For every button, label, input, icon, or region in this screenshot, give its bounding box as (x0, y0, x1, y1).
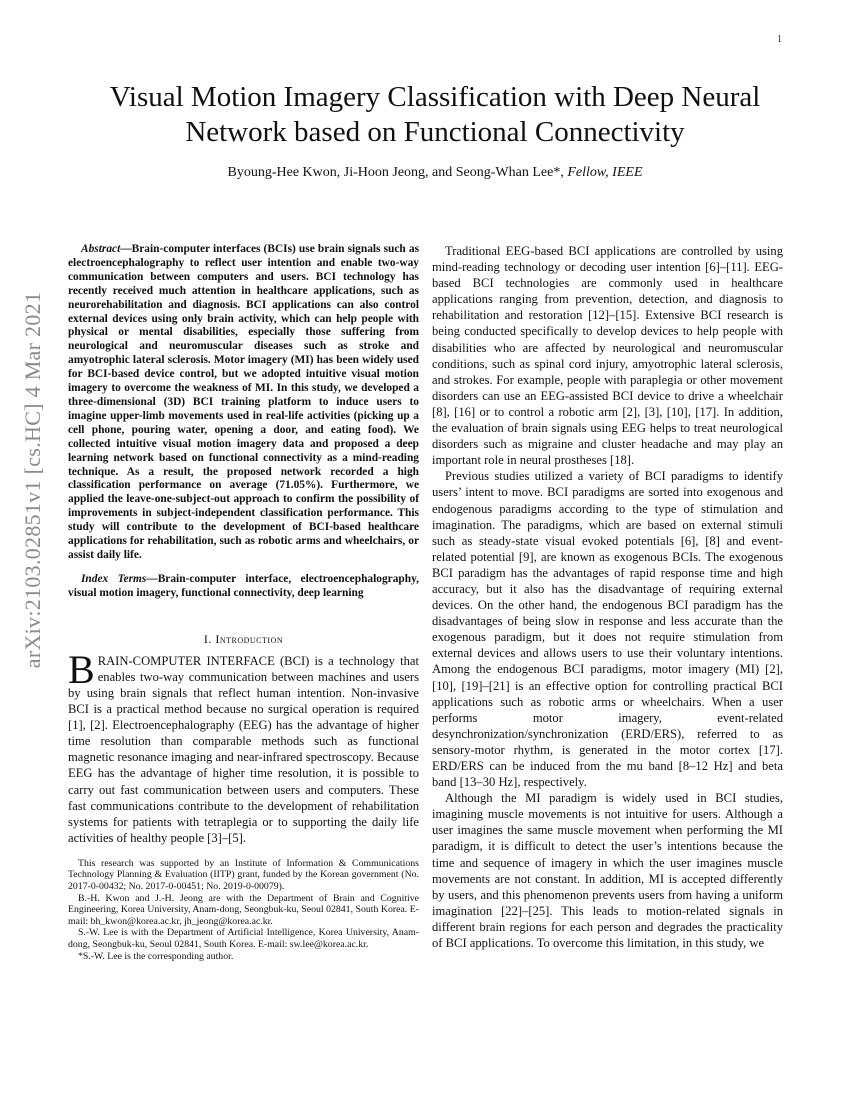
index-terms-label: Index Terms (81, 572, 147, 585)
paper-title: Visual Motion Imagery Classification with Deep Neural Network based on Functional Connectivity (109, 81, 761, 148)
footnotes (68, 858, 419, 962)
abstract-text: —Brain-computer interfaces (BCIs) use brain signals such as electroencephalography to reflect user intention and enable two-way communication between computers and users. BCI technology has recently received much attention in healthcare applications, such as neurorehabilitation and diagnosis. BCI applications can also control external devices using only brain activity, which can help people with physical or mental disabilities, especially those suffering from neurological and neuromuscular diseases such as stroke and amyotrophic lateral sclerosis. Motor imagery (MI) has been widely used for BCI-based device control, but we adopted intuitive visual motion imagery to overcome the weakness of MI. In this study, we developed a three-dimensional (3D) BCI training platform to induce users to imagine upper-limb movements used in real-life activities (picking up a cell phone, pouring water, opening a door, and eating food). We collected intuitive visual motion imagery data and proposed a deep learning network based on functional connectivity as a mind-reading technique. As a result, the proposed network recorded a high classification performance on average (71.05%). Furthermore, we applied the leave-one-subject-out approach to confirm the possibility of improvements in subject-independent classification performance. This study will contribute to the development of BCI-based healthcare applications for rehabilitation, such as robotic arms and wheelchairs, or assist daily life. (68, 243, 419, 561)
body-paragraph: Previous studies utilized a variety of BCI paradigms to identify users’ intent to move. BCI paradigms are sorted into exogenous and endogenous paradigms according to the type of stimulation and imagination. The paradigms, which are based on external stimuli such as steady-state visual evoked potentials [6], [8] and event-related potential [9], are known as exogenous BCIs. The exogenous BCI paradigm has the advantages of rapid response time and high accuracy, but it also has the disadvantage of requiring external devices. On the other hand, the endogenous BCI paradigm has the disadvantages of being slow in response and less accurate than the exogenous paradigm, but it does not require stimulation from external devices and allows users to use their voluntary intentions. Among the endogenous BCI paradigms, motor imagery (MI) [2], [10], [19]–[21] is an effective option for controlling practical BCI applications such as robotic arms or wheelchairs. When a user performs motor imagery, event-related desynchronization/synchronization (ERD/ERS), referred to as sensory-motor rhythm, is generated in the motor cortex [17]. ERD/ERS can be induced from the mu band [8–12 Hz] and beta band [13–30 Hz], respectively. (432, 469, 783, 790)
author-fellow: Fellow, IEEE (567, 165, 643, 180)
footnote: B.-H. Kwon and J.-H. Jeong are with the Department of Brain and Cognitive Engineering, Korea University, Anam-dong, Seongbuk-ku, Seoul 02841, South Korea. E-mail: bh_kwon@korea.ac.kr, jh_jeong@korea.ac.kr. (68, 892, 419, 927)
footnote: This research was supported by an Institute of Information & Communications Technology Planning & Evaluation (IITP) grant, funded by the Korean government (No. 2017-0-00432; No. 2017-0-00451; No. 2019-0-00079). (68, 857, 419, 893)
section-heading: I. Introduction (203, 631, 284, 646)
left-column (68, 243, 419, 962)
index-terms-text: —Brain-computer interface, electroencephalography, visual motion imagery, functional connectivity, deep learning (68, 572, 419, 599)
abstract (68, 243, 419, 563)
drop-cap: B (68, 646, 95, 692)
footnote: S.-W. Lee is with the Department of Artificial Intelligence, Korea University, Anam-dong, Seongbuk-ku, Seoul 02841, South Korea. E-mail: sw.lee@korea.ac.kr. (68, 927, 419, 951)
page-number: 1 (777, 34, 782, 45)
body-paragraph: Although the MI paradigm is widely used in BCI studies, imagining muscle movements is not intuitive for users. Although a user imagines the same muscle movement when performing the MI paradigm, it is difficult to detect the user’s intentions because the time and sequence of imagery in which the user imagines muscle movements are not constant. In addition, MI is accepted differently by users, and this phenomenon prevents users from having a uniform imagination [22]–[25]. This leads to motion-related signals in different brain regions for each person and degrades the practicality of BCI applications. To overcome this limitation, in this study, we (432, 791, 783, 951)
index-terms (68, 573, 419, 601)
intro-paragraph-text: RAIN-COMPUTER INTERFACE (BCI) is a technology that enables two-way communication between machines and users by using brain signals that reflect human intention. Non-invasive BCI is a practical method because no surgical operation is required [1], [2]. Electroencephalography (EEG) has the advantage of higher time resolution than comparable methods such as functional magnetic resonance imaging and near-infrared spectroscopy. Because EEG has the advantage of higher time resolution, it is possible to carry out fast communication between users and computers. These fast communications contribute to the development of rehabilitation systems for patients with tetraplegia or to supporting the daily life activities of healthy people [3]–[5]. (68, 653, 419, 845)
body-paragraph: Traditional EEG-based BCI applications are controlled by using mind-reading technology or decoding user intention [6]–[11]. EEG-based BCI technologies are commonly used in healthcare applications ranging from prevention, detection, and diagnosis to rehabilitation and restoration [12]–[15]. Extensive BCI research is being conducted specifically to develop devices to help people with disabilities who are affected by neurological and neuromuscular conditions, such as spinal cord injury, amyotrophic lateral sclerosis, and strokes. For example, people with paraplegia or other movement disorders can use an EEG-assisted BCI device to drive a wheelchair [8], [16] or to control a robotic arm [2], [3], [10], [17]. In addition, the evaluation of brain signals using EEG helps to treat neurological disorders such as migraine and cluster headache and may play an important role in neural prostheses [18]. (432, 244, 783, 468)
right-column (432, 243, 783, 951)
footnote: *S.-W. Lee is the corresponding author. (78, 950, 234, 962)
arxiv-sidebar (8, 291, 58, 669)
arxiv-identifier: arXiv:2103.02851v1 [cs.HC] 4 Mar 2021 (20, 291, 45, 669)
author-names: Byoung-Hee Kwon, Ji-Hoon Jeong, and Seong-Whan Lee*, (227, 165, 568, 180)
author-line (60, 165, 810, 181)
intro-paragraph (68, 646, 419, 846)
abstract-label: Abstract (81, 243, 121, 255)
intro-body (68, 646, 419, 846)
